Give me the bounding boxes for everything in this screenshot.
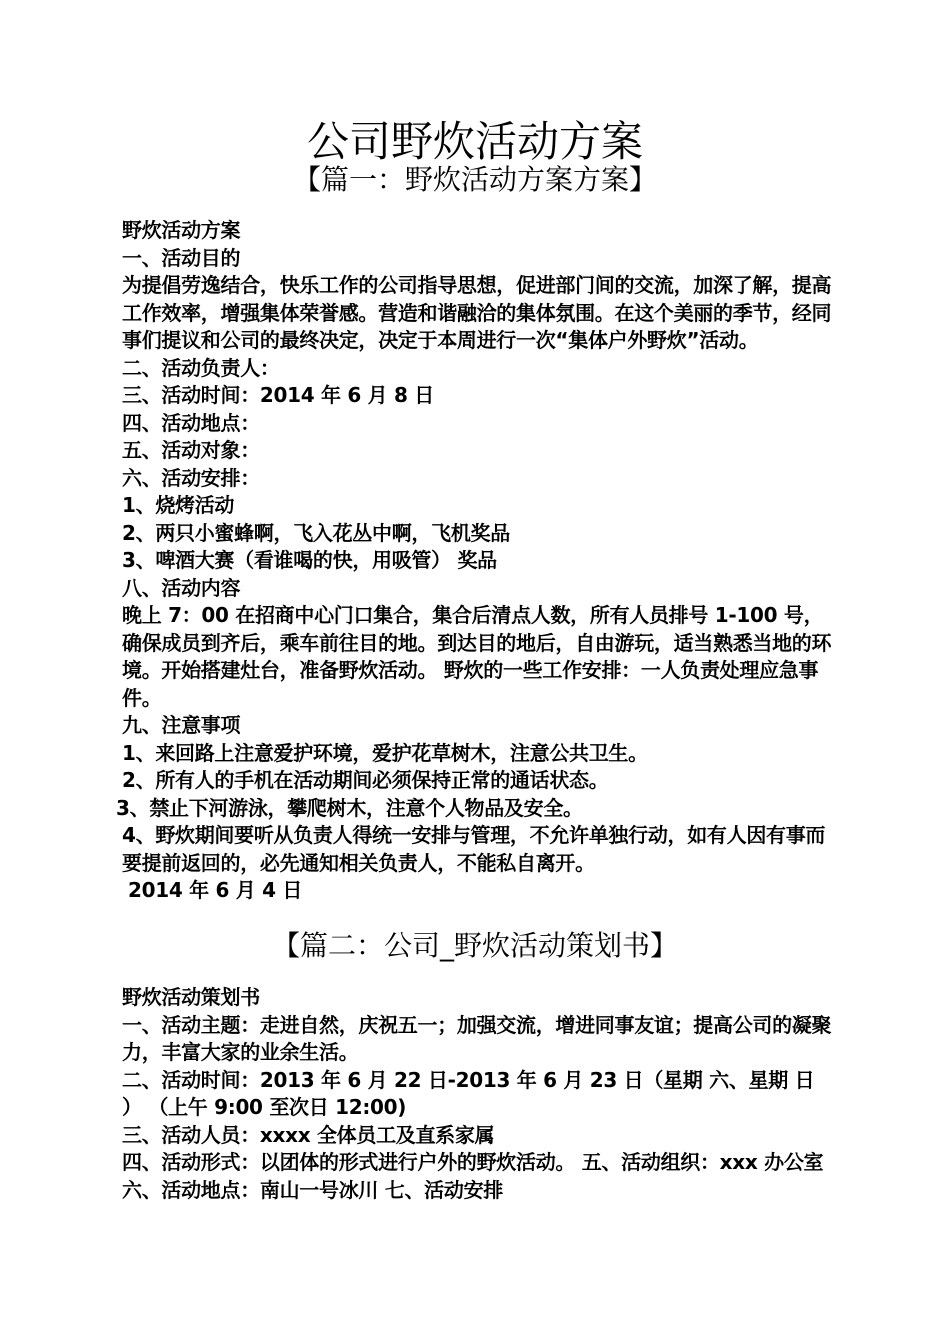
section2-line: 四、活动形式：以团体的形式进行户外的野炊活动。 五、活动组织：xxx 办公室 六、活动地点：南山一号冰川 七、活动安排	[122, 1150, 824, 1202]
section1-line: 2、所有人的手机在活动期间必须保持正常的通话状态。	[122, 768, 609, 792]
section1-line: 八、活动内容	[122, 575, 241, 600]
section1-line: 1、来回路上注意爱护环境，爱护花草树木，注意公共卫生。	[122, 740, 648, 765]
section1-line: 2、两只小蜜蜂啊，飞入花丛中啊，飞机奖品	[122, 520, 510, 545]
section1-line: 野炊活动方案	[122, 218, 241, 242]
section1-heading: 【篇一：野炊活动方案方案】	[292, 163, 657, 196]
section2-line: 三、活动人员：xxxx 全体员工及直系家属	[122, 1122, 495, 1147]
section1-line: 1、烧烤活动	[122, 493, 235, 517]
section1-line: 三、活动时间：2014 年 6 月 8 日	[122, 383, 435, 407]
section1-line: 四、活动地点：	[122, 410, 260, 435]
signature-date: 2014 年 6 月 4 日	[128, 878, 303, 902]
section1-line: 六、活动安排：	[122, 465, 260, 490]
section1-line: 五、活动对象：	[122, 438, 260, 462]
section2-heading: 【篇二：公司_野炊活动策划书】	[271, 929, 678, 962]
section1-line: 九、注意事项	[122, 713, 241, 737]
section1-line: 3、禁止下河游泳，攀爬树木，注意个人物品及安全。	[116, 795, 583, 820]
section2-body	[116, 984, 836, 1204]
section2-line: 野炊活动策划书	[122, 985, 260, 1009]
section1-line: 晚上 7：00 在招商中心门口集合，集合后清点人数，所有人员排号 1-100 号，确保成员到齐后，乘车前往目的地。到达目的地后，自由游玩，适当熟悉当地的环境。开始搭建灶台，准备野炊活动。 野炊的一些工作安排：一人负责处理应急事件。	[122, 603, 832, 710]
document-title: 公司野炊活动方案	[306, 117, 643, 166]
section2-line: 二、活动时间：2013 年 6 月 22 日-2013 年 6 月 23 日（星期 六、星期 日 ） （上午 9:00 至次日 12:00)	[122, 1067, 815, 1119]
section1-line: 一、活动目的	[122, 245, 241, 270]
section1-line: 二、活动负责人：	[122, 355, 280, 380]
section1-line: 3、啤酒大赛（看谁喝的快，用吸管） 奖品	[122, 548, 497, 572]
section1-body	[116, 217, 836, 905]
section2-line: 一、活动主题：走进自然，庆祝五一；加强交流，增进同事友谊；提高公司的凝聚力，丰富大家的业余生活。	[122, 1012, 832, 1064]
section1-line: 为提倡劳逸结合，快乐工作的公司指导思想，促进部门间的交流，加深了解，提高工作效率，增强集体荣誉感。营造和谐融洽的集体氛围。在这个美丽的季节，经同事们提议和公司的最终决定，决定于本周进行一次“集体户外野炊”活动。	[122, 273, 832, 352]
section1-line: 4、野炊期间要听从负责人得统一安排与管理，不允许单独行动，如有人因有事而要提前返回的，必先通知相关负责人，不能私自离开。	[122, 823, 826, 875]
